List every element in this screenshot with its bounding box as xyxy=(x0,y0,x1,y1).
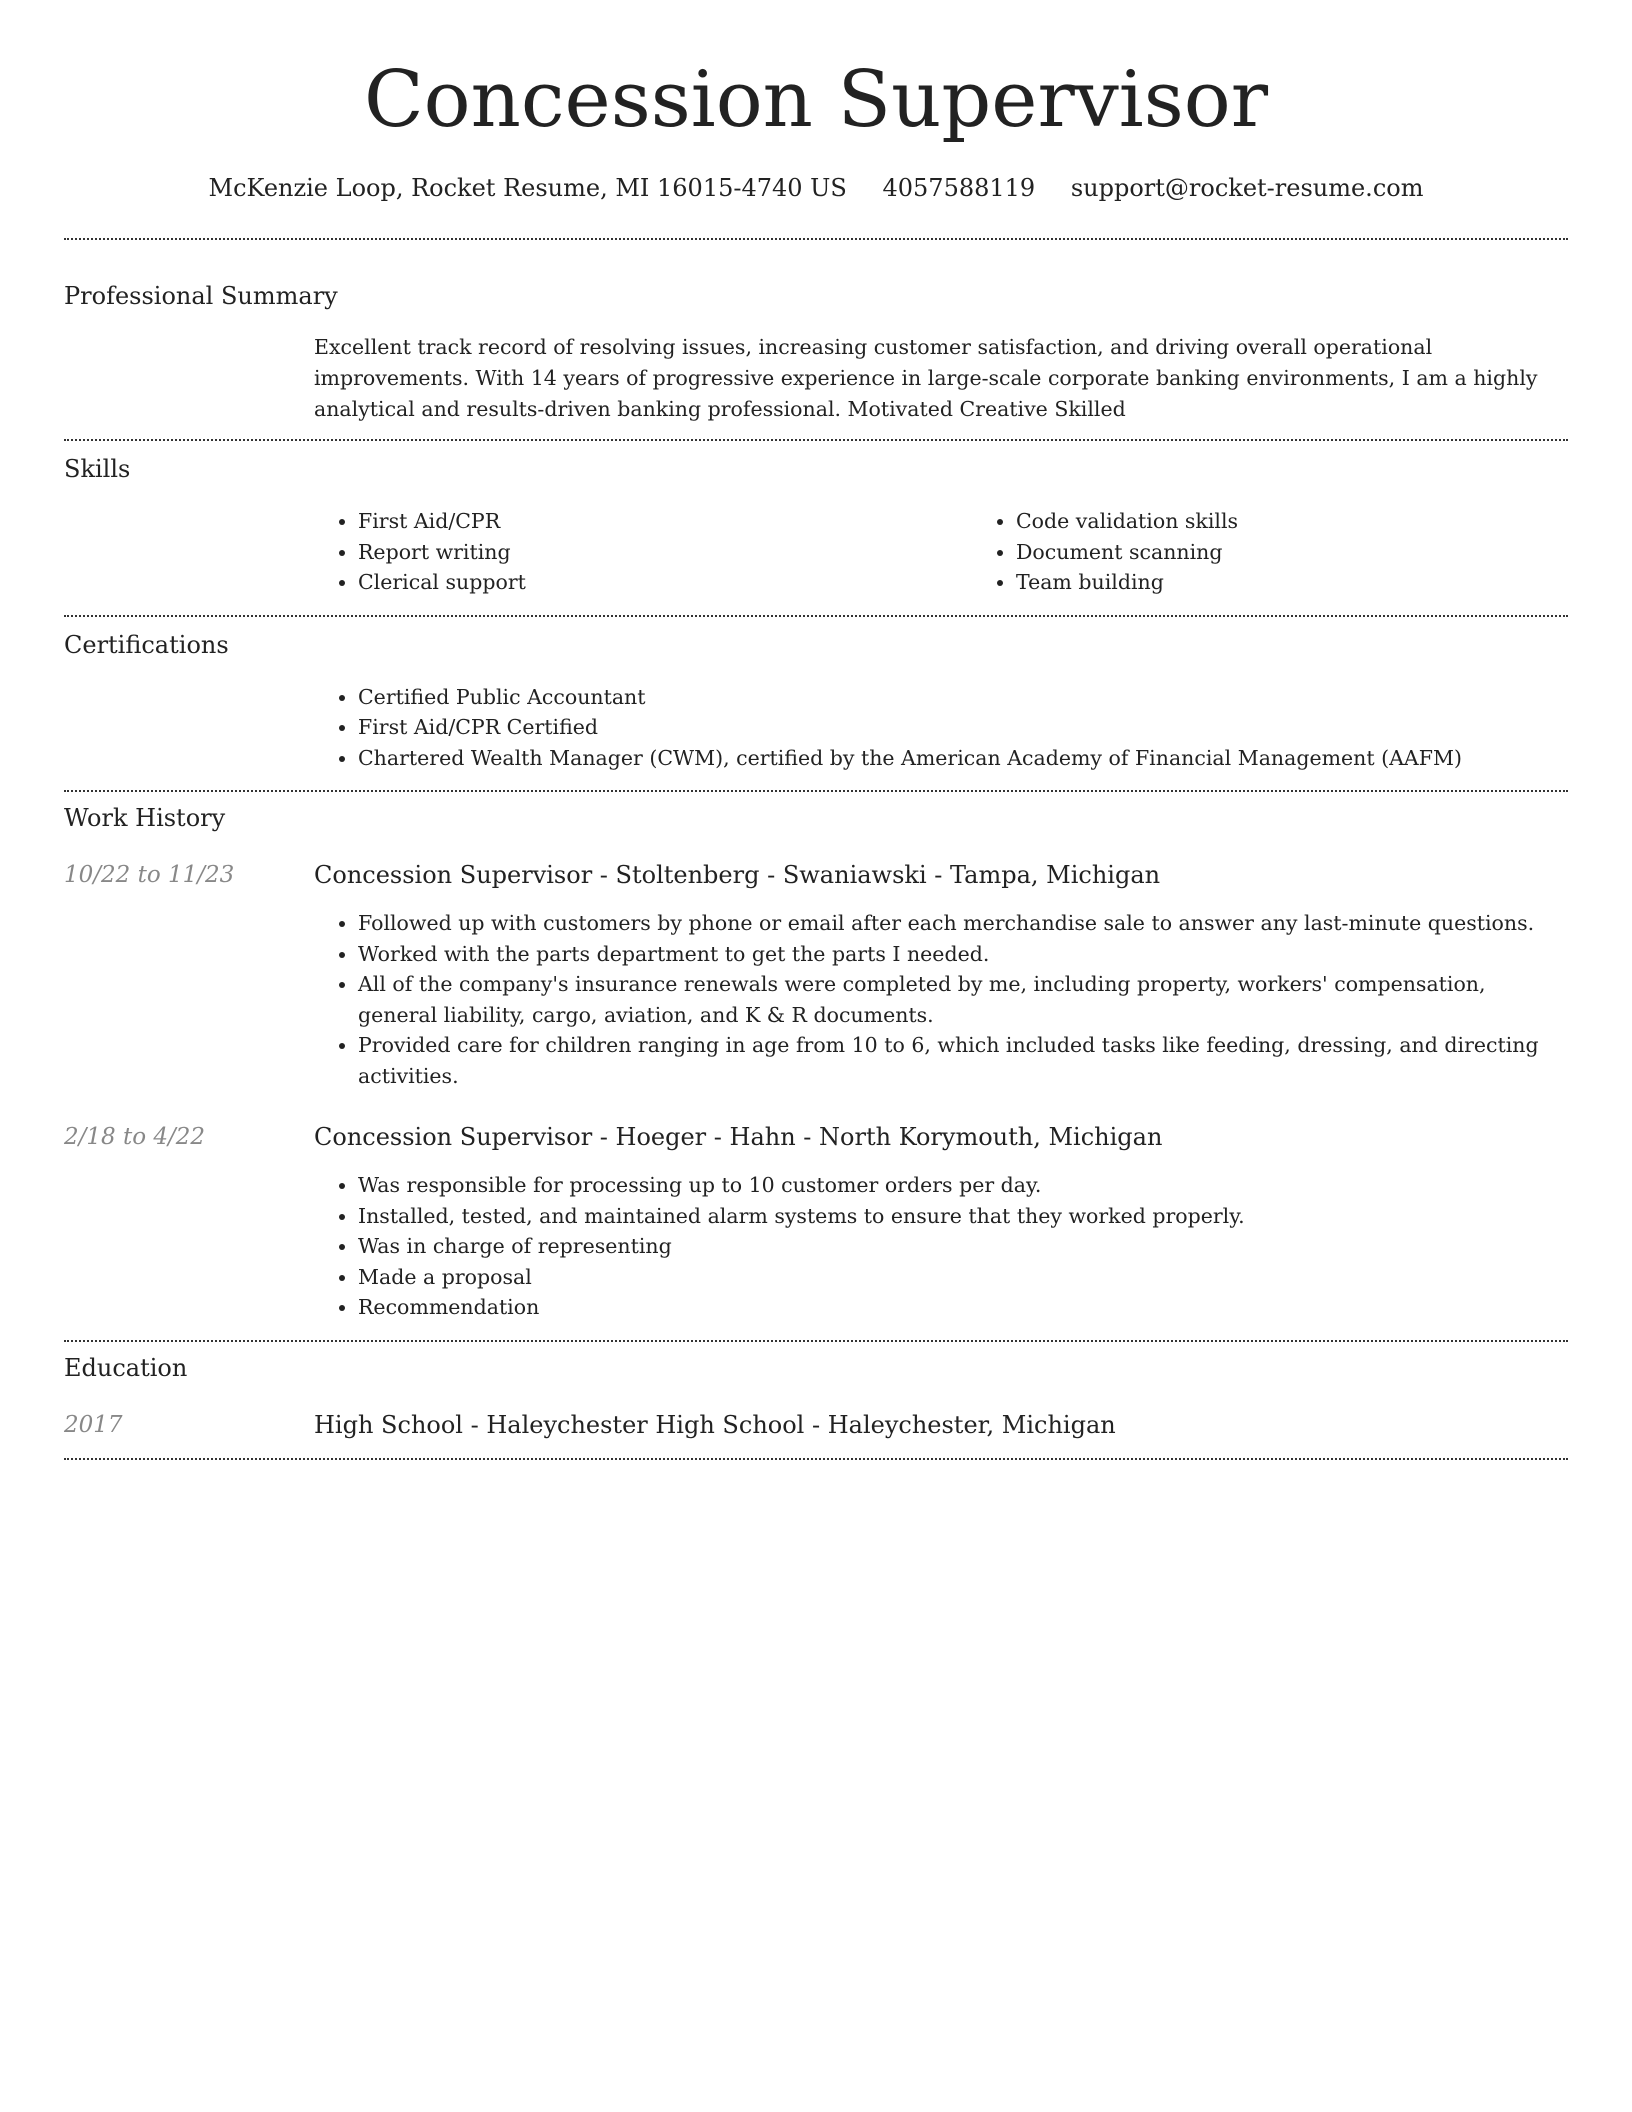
list-item: • Installed, tested, and maintained alarm systems to ensure that they worked properly. xyxy=(358,1201,1568,1232)
job-heading: Concession Supervisor - Stoltenberg - Swaniawski - Tampa, Michigan xyxy=(314,861,1161,889)
contact-address: McKenzie Loop, Rocket Resume, MI 16015-4740 US xyxy=(208,174,847,202)
education-section xyxy=(64,1342,1568,1441)
section-title-work: Work History xyxy=(64,804,226,832)
list-item: • Certified Public Accountant xyxy=(358,682,1568,713)
certifications-section xyxy=(64,617,1568,774)
certifications-content xyxy=(314,682,1568,774)
section-title-education: Education xyxy=(64,1353,188,1382)
certifications-row xyxy=(64,682,1568,774)
skills-columns xyxy=(314,506,1630,598)
list-item: • First Aid/CPR xyxy=(358,506,972,537)
list-item: • First Aid/CPR Certified xyxy=(358,712,1568,743)
skills-list-left xyxy=(314,506,972,598)
job-content xyxy=(314,859,1568,1091)
list-item: • Team building xyxy=(1016,567,1630,598)
education-heading: High School - Haleychester High School - Haleychester, Michigan xyxy=(314,1410,1116,1439)
list-item: • Was in charge of representing xyxy=(358,1231,1568,1262)
list-item: • Clerical support xyxy=(358,567,972,598)
job-dates: 2/18 to 4/22 xyxy=(64,1124,206,1150)
list-item: • Report writing xyxy=(358,537,972,568)
summary-row xyxy=(64,332,1568,425)
section-title-certifications: Certifications xyxy=(64,630,229,659)
list-item: • All of the company's insurance renewals were completed by me, including property, workers' compensation, general liability, cargo, aviation, and K & R documents. xyxy=(358,969,1568,1030)
certifications-spacer xyxy=(64,682,314,774)
education-entry xyxy=(64,1409,1568,1441)
skills-list-right xyxy=(972,506,1630,598)
list-item: • Provided care for children ranging in age from 10 to 6, which included tasks like feeding, dressing, and directing activities. xyxy=(358,1030,1568,1091)
job-dates: 10/22 to 11/23 xyxy=(64,862,235,888)
divider xyxy=(64,1458,1568,1460)
skills-section xyxy=(64,441,1568,598)
education-year: 2017 xyxy=(64,1411,123,1438)
skills-spacer xyxy=(64,506,314,598)
certifications-list xyxy=(314,682,1568,774)
contact-phone: 4057588119 xyxy=(882,174,1036,202)
section-title-skills: Skills xyxy=(64,455,131,483)
summary-spacer xyxy=(64,332,314,425)
job-content xyxy=(314,1121,1568,1323)
summary-content xyxy=(314,332,1568,425)
job-bullets xyxy=(314,1170,1568,1323)
job-entry xyxy=(64,1121,1568,1323)
job-bullets xyxy=(314,908,1568,1091)
list-item: • Code validation skills xyxy=(1016,506,1630,537)
list-item: • Worked with the parts department to get the parts I needed. xyxy=(358,939,1568,970)
list-item: • Chartered Wealth Manager (CWM), certified by the American Academy of Financial Management (AAFM) xyxy=(358,743,1568,774)
contact-email: support@rocket-resume.com xyxy=(1070,174,1424,202)
list-item: • Made a proposal xyxy=(358,1262,1568,1293)
skills-row xyxy=(64,506,1568,598)
list-item: • Recommendation xyxy=(358,1292,1568,1323)
list-item: • Was responsible for processing up to 10 customer orders per day. xyxy=(358,1170,1568,1201)
list-item: • Followed up with customers by phone or email after each merchandise sale to answer any last-minute questions. xyxy=(358,908,1568,939)
resume-name: Concession Supervisor xyxy=(363,55,1269,145)
summary-text: Excellent track record of resolving issues, increasing customer satisfaction, and driving overall operational improvements. With 14 years of progressive experience in large-scale corporate banking environments, I am a highly analytical and results-driven banking professional. Motivated Creative Skilled xyxy=(314,335,1538,421)
education-content xyxy=(314,1409,1568,1441)
job-heading: Concession Supervisor - Hoeger - Hahn - North Korymouth, Michigan xyxy=(314,1123,1163,1151)
section-title-summary: Professional Summary xyxy=(64,282,338,310)
job-entry xyxy=(64,859,1568,1091)
contact-line xyxy=(64,172,1568,204)
summary-section xyxy=(64,240,1568,425)
work-section xyxy=(64,792,1568,1323)
list-item: • Document scanning xyxy=(1016,537,1630,568)
